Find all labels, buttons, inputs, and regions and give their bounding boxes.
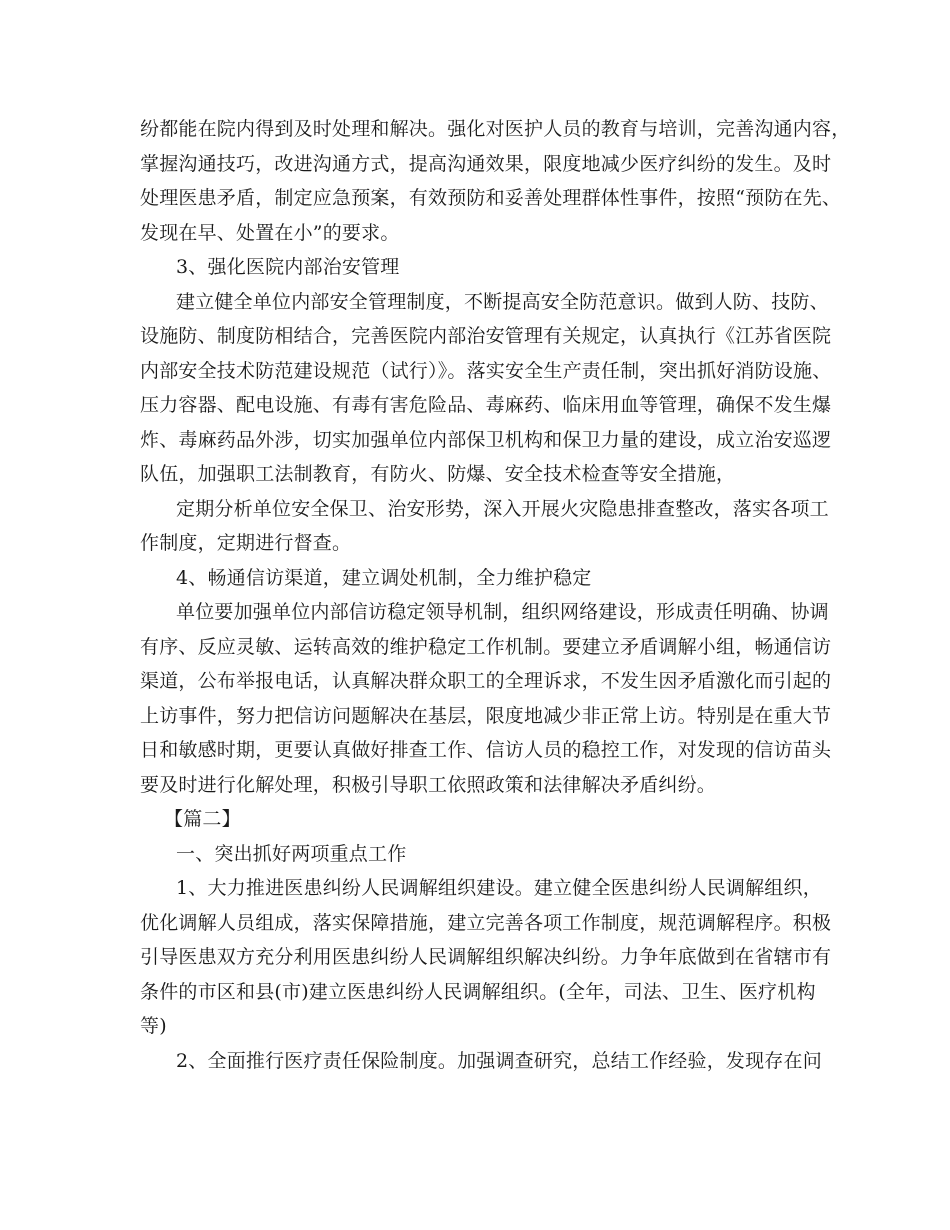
- text-line: 优化调解人员组成，落实保障措施，建立完善各项工作制度，规范调解程序。积极: [140, 911, 832, 934]
- text-line: 2、全面推行医疗责任保险制度。加强调查研究，总结工作经验，发现存在问: [176, 1049, 822, 1072]
- text-line: 掌握沟通技巧，改进沟通方式，提高沟通效果，限度地减少医疗纠纷的发生。及时: [140, 152, 832, 175]
- text-line: 要及时进行化解处理，积极引导职工依照政策和法律解决矛盾纠纷。: [140, 773, 717, 796]
- document-body: [140, 112, 851, 1078]
- text-line: 日和敏感时期，更要认真做好排查工作、信访人员的稳控工作，对发现的信访苗头: [140, 739, 832, 761]
- section-heading: 一、突出抓好两项重点工作: [176, 842, 407, 865]
- section-heading: 4、畅通信访渠道，建立调处机制，全力维护稳定: [176, 566, 592, 589]
- text-line: 队伍，加强职工法制教育，有防火、防爆、安全技术检查等安全措施，: [140, 463, 736, 485]
- text-line: 渠道，公布举报电话，认真解决群众职工的全理诉求，不发生因矛盾激化而引起的: [140, 670, 832, 692]
- text-line: 上访事件，努力把信访问题解决在基层，限度地减少非正常上访。特别是在重大节: [140, 704, 832, 727]
- text-line: 压力容器、配电设施、有毒有害危险品、毒麻药、临床用血等管理，确保不发生爆: [140, 394, 832, 416]
- text-line: 定期分析单位安全保卫、治安形势，深入开展火灾隐患排查整改，落实各项工: [176, 497, 829, 520]
- text-line: 1、大力推进医患纠纷人民调解组织建设。建立健全医患纠纷人民调解组织，: [176, 877, 822, 899]
- text-line: 纷都能在院内得到及时处理和解决。强化对医护人员的教育与培训，完善沟通内容，: [140, 118, 851, 140]
- section-heading: 3、强化医院内部治安管理: [176, 256, 400, 278]
- text-line: 设施防、制度防相结合，完善医院内部治安管理有关规定，认真执行《江苏省医院: [140, 325, 832, 347]
- text-line: 炸、毒麻药品外涉，切实加强单位内部保卫机构和保卫力量的建设，成立治安巡逻: [140, 428, 832, 451]
- text-line: 条件的市区和县(市)建立医患纠纷人民调解组织。(全年，司法、卫生、医疗机构: [140, 980, 816, 1003]
- text-line: 作制度，定期进行督查。: [140, 532, 352, 554]
- text-line: 建立健全单位内部安全管理制度，不断提高安全防范意识。做到人防、技防、: [176, 290, 829, 313]
- part-marker: 【篇二】: [164, 808, 241, 830]
- text-line: 发现在早、处置在小”的要求。: [140, 221, 400, 244]
- text-line: 处理医患矛盾，制定应急预案，有效预防和妥善处理群体性事件，按照“预防在先、: [140, 187, 842, 209]
- text-line: 引导医患双方充分利用医患纠纷人民调解组织解决纠纷。力争年底做到在省辖市有: [140, 946, 832, 968]
- text-line: 单位要加强单位内部信访稳定领导机制，组织网络建设，形成责任明确、协调: [176, 601, 829, 623]
- text-line: 有序、反应灵敏、运转高效的维护稳定工作机制。要建立矛盾调解小组，畅通信访: [140, 635, 832, 658]
- text-line: 等): [140, 1015, 167, 1037]
- text-line: 内部安全技术防范建设规范（试行）》。落实安全生产责任制，突出抓好消防设施、: [140, 359, 832, 382]
